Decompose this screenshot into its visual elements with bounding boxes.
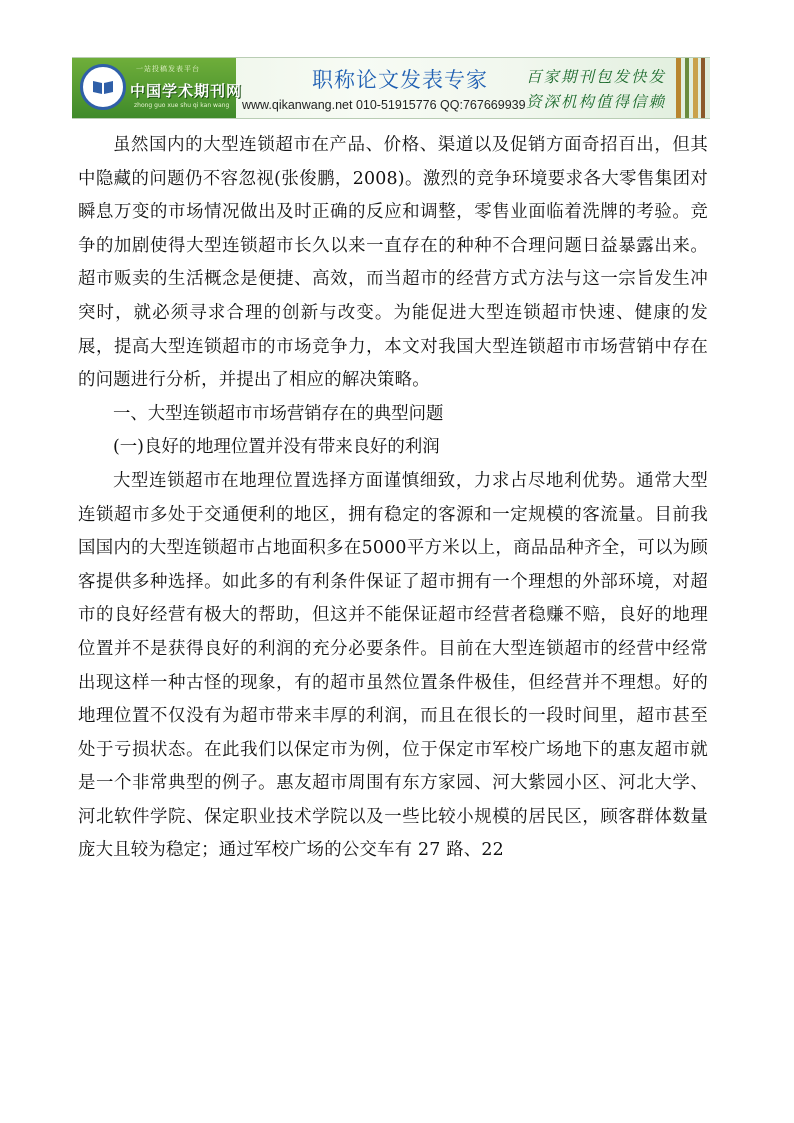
body-paragraph: 虽然国内的大型连锁超市在产品、价格、渠道以及促销方面奇招百出，但其中隐藏的问题仍不容忽视(张俊鹏，2008)。激烈的竞争环境要求各大零售集团对瞬息万变的市场情况做出及时正确的反应和调整，零售业面临着洗牌的考验。竞争的加剧使得大型连锁超市长久以来一直存在的种种不合理问题日益暴露出来。超市贩卖的生活概念是便捷、高效，而当超市的经营方式方法与这一宗旨发生冲突时，就必须寻求合理的创新与改变。为能促进大型连锁超市快速、健康的发展，提高大型连锁超市的市场竞争力，本文对我国大型连锁超市市场营销中存在的问题进行分析，并提出了相应的解决策略。 — [78, 135, 708, 391]
header-banner — [72, 57, 710, 119]
site-tagline: 一站投稿发表平台 — [136, 65, 200, 73]
brushes-decoration-icon — [670, 58, 710, 118]
book-icon — [91, 78, 115, 96]
site-logo-block — [72, 58, 243, 118]
site-name: 中国学术期刊网 — [130, 82, 243, 100]
banner-slogan-right-1: 百家期刊包发快发 — [526, 68, 667, 86]
banner-contact: www.qikanwang.net 010-51915776 QQ:767669939 — [242, 98, 526, 112]
banner-slogan-right-2: 资深机构值得信赖 — [526, 93, 667, 111]
section-heading: 一、大型连锁超市市场营销存在的典型问题 — [113, 403, 444, 424]
body-paragraph: 大型连锁超市在地理位置选择方面谨慎细致，力求占尽地利优势。通常大型连锁超市多处于交通便利的地区，拥有稳定的客源和一定规模的客流量。目前我国国内的大型连锁超市占地面积多在5000平方米以上，商品品种齐全，可以为顾客提供多种选择。如此多的有利条件保证了超市拥有一个理想的外部环境，对超市的良好经营有极大的帮助，但这并不能保证超市经营者稳赚不赔，良好的地理位置并不是获得良好的利润的充分必要条件。目前在大型连锁超市的经营中经常出现这样一种古怪的现象，有的超市虽然位置条件极佳，但经营并不理想。好的地理位置不仅没有为超市带来丰厚的利润，而且在很长的一段时间里，超市甚至处于亏损状态。在此我们以保定市为例，位于保定市军校广场地下的惠友超市就是一个非常典型的例子。惠友超市周围有东方家园、河大紫园小区、河北大学、河北软件学院、保定职业技术学院以及一些比较小规模的居民区，顾客群体数量庞大且较为稳定；通过军校广场的公交车有 27 路、22 — [78, 470, 708, 861]
subsection-heading: (一)良好的地理位置并没有带来良好的利润 — [113, 437, 440, 458]
banner-slogan: 职称论文发表专家 — [312, 68, 488, 92]
site-pinyin: zhong guo xue shu qi kan wang — [134, 102, 230, 109]
document-body — [78, 129, 708, 868]
